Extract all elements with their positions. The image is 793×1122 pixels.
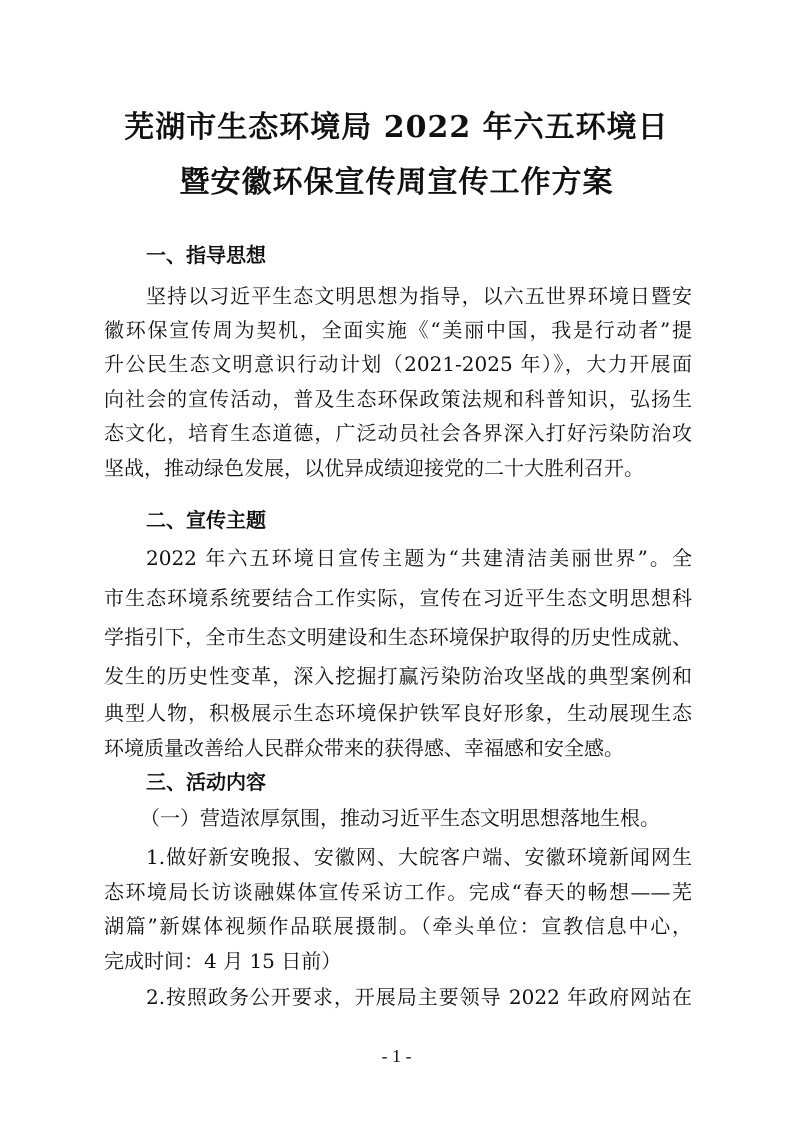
section-heading-theme: 二、宣传主题 xyxy=(146,508,266,532)
paragraph-line: 态环境局长访谈融媒体宣传采访工作。完成“春天的畅想——芜 xyxy=(104,880,692,904)
paragraph-line: 向社会的宣传活动，普及生态环保政策法规和科普知识，弘扬生 xyxy=(104,387,692,411)
paragraph-line: 环境质量改善给人民群众带来的获得感、幸福感和安全感。 xyxy=(104,736,624,760)
document-title-line-2: 暨安徽环保宣传周宣传工作方案 xyxy=(179,165,614,200)
paragraph-line: 学指引下，全市生态文明建设和生态环境保护取得的历史性成就、 xyxy=(104,625,692,649)
document-title-line-1: 芜湖市生态环境局 2022 年六五环境日 xyxy=(124,110,669,145)
paragraph-line: 徽环保宣传周为契机，全面实施《“美丽中国，我是行动者”提 xyxy=(104,318,692,342)
section-heading-activities: 三、活动内容 xyxy=(146,770,266,794)
paragraph-line: 发生的历史性变革，深入挖掘打赢污染防治攻坚战的典型案例和 xyxy=(104,664,692,688)
paragraph-line: 典型人物，积极展示生态环境保护铁军良好形象，生动展现生态 xyxy=(104,701,692,725)
paragraph-line: 2022 年六五环境日宣传主题为“共建清洁美丽世界”。全 xyxy=(146,546,692,570)
page-number: - 1 - xyxy=(381,1046,412,1066)
paragraph-line: 坚战，推动绿色发展，以优异成绩迎接党的二十大胜利召开。 xyxy=(104,456,644,480)
paragraph-line: 湖篇”新媒体视频作品联展摄制。（牵头单位：宣教信息中心， xyxy=(104,914,692,938)
paragraph-line: 态文化，培育生态道德，广泛动员社会各界深入打好污染防治攻 xyxy=(104,421,692,445)
paragraph-line: 2.按照政务公开要求，开展局主要领导 2022 年政府网站在 xyxy=(146,985,692,1009)
paragraph-line: 市生态环境系统要结合工作实际，宣传在习近平生态文明思想科 xyxy=(104,586,692,610)
paragraph-line: 完成时间：4 月 15 日前） xyxy=(104,949,342,973)
section-heading-guiding-ideology: 一、指导思想 xyxy=(146,243,266,267)
paragraph-line: 坚持以习近平生态文明思想为指导，以六五世界环境日暨安 xyxy=(146,284,692,308)
paragraph-line: 1.做好新安晚报、安徽网、大皖客户端、安徽环境新闻网生 xyxy=(146,845,692,869)
subsection-heading: （一）营造浓厚氛围，推动习近平生态文明思想落地生根。 xyxy=(140,806,660,830)
paragraph-line: 升公民生态文明意识行动计划（2021-2025 年）》，大力开展面 xyxy=(104,352,692,376)
